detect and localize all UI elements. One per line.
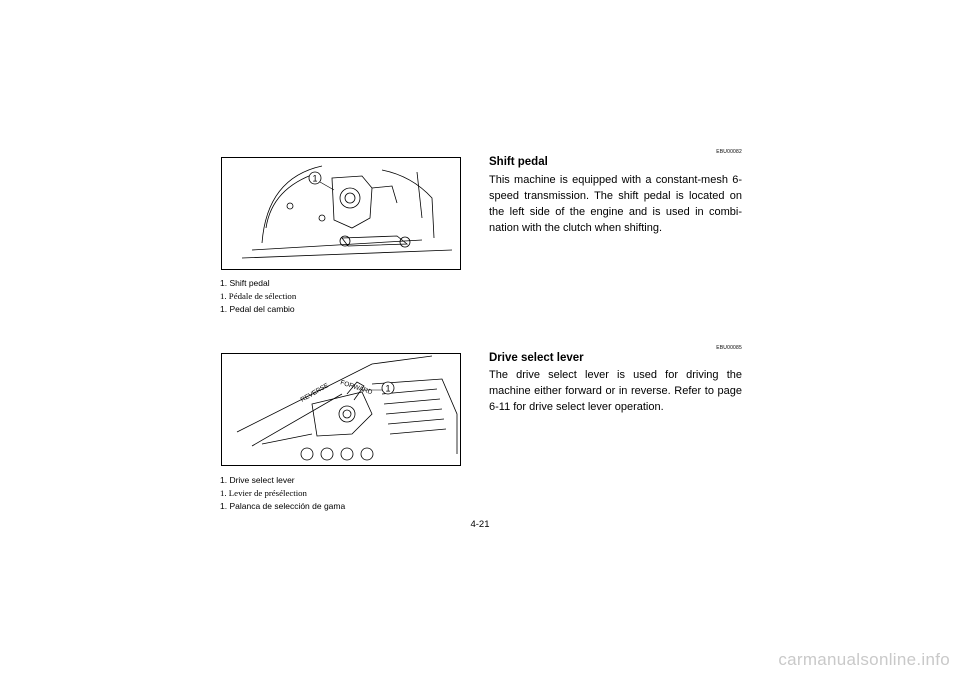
forward-label: FORWARD (339, 379, 374, 397)
drive-select-lever-illustration (221, 353, 461, 466)
drive-select-lever-drawing (222, 354, 461, 466)
watermark: carmanualsonline.info (778, 650, 950, 669)
figure-callout-number: 1 (385, 383, 391, 394)
shift-pedal-drawing (222, 158, 461, 270)
section-body-drive-select-lever: The drive select lever is used for driving the machine either forward or in reverse. Refer to page 6-11 for drive select lever operation. (489, 369, 742, 413)
section-code: EBU00085 (716, 345, 742, 351)
shift-pedal-caption (220, 277, 470, 316)
caption-spanish: 1. Palanca de selección de gama (220, 501, 346, 511)
section-body-shift-pedal: This machine is equipped with a constant-mesh 6-speed transmission. The shift pedal is located on the left side of the engine and is used in combi-nation with the clutch when shifting. (489, 174, 742, 234)
figure-callout-number: 1 (312, 173, 318, 184)
section-code: EBU00082 (716, 149, 742, 155)
reverse-label: REVERSE (299, 382, 330, 404)
section-heading-shift-pedal: Shift pedal (489, 156, 548, 168)
caption-french: 1. Pédale de sélection (220, 291, 297, 301)
caption-english: 1. Shift pedal (220, 278, 270, 288)
caption-spanish: 1. Pedal del cambio (220, 304, 295, 314)
shift-pedal-illustration (221, 157, 461, 270)
page-number: 4-21 (470, 519, 490, 530)
caption-english: 1. Drive select lever (220, 475, 295, 485)
caption-french: 1. Levier de présélection (220, 488, 307, 498)
section-heading-drive-select-lever: Drive select lever (489, 352, 584, 364)
drive-select-lever-caption (220, 474, 470, 513)
